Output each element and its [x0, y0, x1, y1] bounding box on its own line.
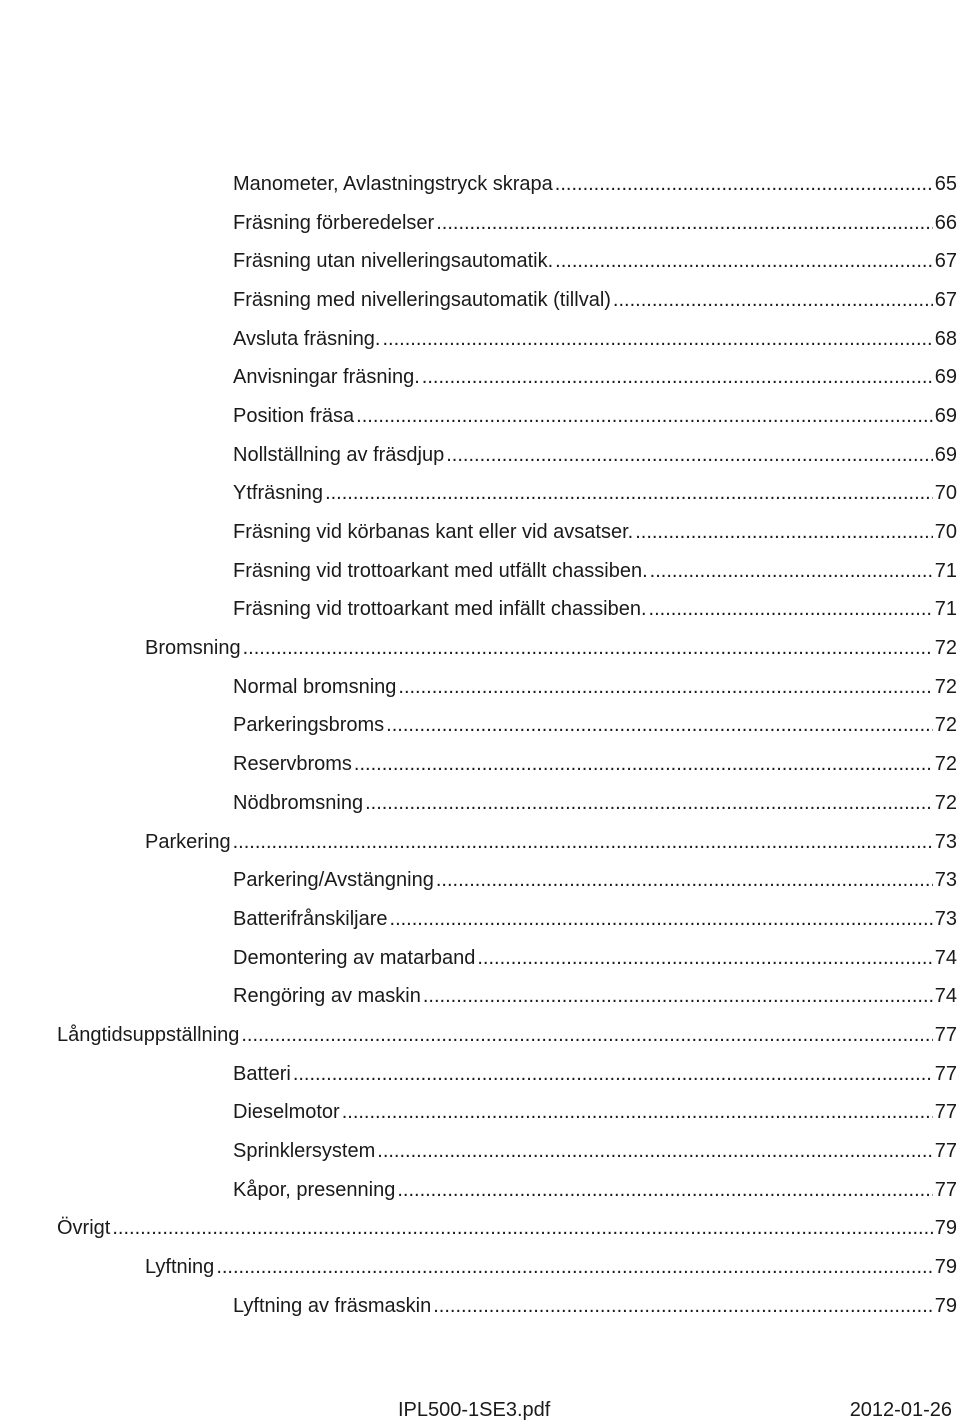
- toc-entry-page-number: 73: [934, 830, 957, 853]
- toc-entry-page-number: 67: [934, 250, 957, 273]
- toc-entry-page-number: 73: [934, 869, 957, 892]
- toc-entry[interactable]: [0, 1248, 960, 1287]
- toc-dot-leader: [436, 212, 933, 235]
- toc-entry-page-number: 71: [934, 598, 957, 621]
- toc-entry[interactable]: [0, 397, 960, 436]
- toc-dot-leader: [477, 947, 932, 970]
- toc-entry-page-number: 74: [934, 946, 957, 969]
- toc-dot-leader: [383, 328, 933, 351]
- toc-entry-title: Övrigt: [57, 1217, 111, 1240]
- toc-entry[interactable]: [0, 900, 960, 939]
- toc-entry[interactable]: [0, 475, 960, 514]
- toc-dot-leader: [436, 869, 933, 892]
- toc-dot-leader: [356, 405, 933, 428]
- toc-entry-title: Batterifrånskiljare: [233, 907, 388, 930]
- toc-dot-leader: [555, 250, 933, 273]
- toc-entry-title: Fräsning förberedelser: [233, 211, 435, 234]
- toc-entry-page-number: 69: [934, 404, 957, 427]
- toc-entry-title: Långtidsuppställning: [57, 1023, 240, 1046]
- toc-entry[interactable]: [0, 707, 960, 746]
- toc-entry-title: Fräsning vid trottoarkant med utfällt chassiben.: [233, 559, 648, 582]
- toc-entry-title: Reservbroms: [233, 753, 352, 776]
- toc-entry[interactable]: [0, 242, 960, 281]
- toc-entry-page-number: 79: [934, 1256, 957, 1279]
- toc-entry-page-number: 77: [934, 1062, 957, 1085]
- toc-entry-title: Lyftning av fräsmaskin: [233, 1294, 432, 1317]
- toc-entry-title: Ytfräsning: [233, 482, 324, 505]
- toc-dot-leader: [365, 792, 933, 815]
- toc-dot-leader: [635, 521, 933, 544]
- toc-dot-leader: [649, 598, 933, 621]
- toc-entry[interactable]: [0, 1055, 960, 1094]
- page-footer: [0, 1397, 960, 1425]
- toc-entry[interactable]: [0, 436, 960, 475]
- toc-entry-title: Bromsning: [145, 637, 241, 660]
- toc-dot-leader: [397, 1179, 932, 1202]
- toc-entry[interactable]: [0, 668, 960, 707]
- toc-entry-title: Position fräsa: [233, 404, 355, 427]
- toc-entry[interactable]: [0, 513, 960, 552]
- toc-entry[interactable]: [0, 823, 960, 862]
- toc-entry-page-number: 70: [934, 482, 957, 505]
- toc-dot-leader: [325, 482, 933, 505]
- toc-entry[interactable]: [0, 358, 960, 397]
- toc-dot-leader: [433, 1295, 933, 1318]
- toc-entry-page-number: 72: [934, 791, 957, 814]
- toc-entry[interactable]: [0, 977, 960, 1016]
- toc-entry-page-number: 71: [934, 559, 957, 582]
- toc-entry[interactable]: [0, 165, 960, 204]
- toc-entry-title: Fräsning med nivelleringsautomatik (tillval): [233, 288, 611, 311]
- toc-entry[interactable]: [0, 939, 960, 978]
- toc-dot-leader: [112, 1217, 932, 1240]
- toc-entry-title: Demontering av matarband: [233, 946, 476, 969]
- toc-entry-title: Rengöring av maskin: [233, 985, 421, 1008]
- toc-entry-page-number: 73: [934, 907, 957, 930]
- toc-dot-leader: [342, 1101, 933, 1124]
- toc-entry[interactable]: [0, 1132, 960, 1171]
- toc-dot-leader: [293, 1063, 933, 1086]
- toc-entry-title: Nollställning av fräsdjup: [233, 443, 445, 466]
- toc-entry-page-number: 69: [934, 366, 957, 389]
- toc-dot-leader: [650, 560, 933, 583]
- toc-dot-leader: [398, 676, 932, 699]
- toc-entry-title: Dieselmotor: [233, 1101, 340, 1124]
- toc-entry-page-number: 66: [934, 211, 957, 234]
- toc-entry-title: Sprinklersystem: [233, 1140, 376, 1163]
- toc-dot-leader: [446, 444, 933, 467]
- toc-entry-page-number: 68: [934, 327, 957, 350]
- toc-entry-page-number: 77: [934, 1101, 957, 1124]
- toc-entry-page-number: 67: [934, 288, 957, 311]
- toc-entry-title: Batteri: [233, 1062, 291, 1085]
- toc-dot-leader: [422, 366, 933, 389]
- toc-entry-title: Normal bromsning: [233, 675, 397, 698]
- table-of-contents: [0, 165, 960, 1326]
- toc-entry-title: Nödbromsning: [233, 791, 364, 814]
- toc-entry[interactable]: [0, 629, 960, 668]
- toc-dot-leader: [241, 1024, 932, 1047]
- toc-entry-title: Fräsning utan nivelleringsautomatik.: [233, 250, 554, 273]
- toc-entry[interactable]: [0, 1210, 960, 1249]
- toc-entry-page-number: 70: [934, 521, 957, 544]
- toc-entry-page-number: 69: [934, 443, 957, 466]
- toc-entry[interactable]: [0, 1287, 960, 1326]
- toc-entry-page-number: 72: [934, 675, 957, 698]
- toc-entry-title: Manometer, Avlastningstryck skrapa: [233, 172, 553, 195]
- toc-entry-page-number: 72: [934, 637, 957, 660]
- toc-entry[interactable]: [0, 204, 960, 243]
- toc-entry-page-number: 77: [934, 1178, 957, 1201]
- toc-entry[interactable]: [0, 784, 960, 823]
- toc-entry[interactable]: [0, 745, 960, 784]
- toc-entry[interactable]: [0, 281, 960, 320]
- toc-dot-leader: [555, 173, 933, 196]
- toc-entry[interactable]: [0, 552, 960, 591]
- toc-entry-page-number: 72: [934, 753, 957, 776]
- toc-entry-page-number: 72: [934, 714, 957, 737]
- toc-entry[interactable]: [0, 861, 960, 900]
- toc-entry-title: Anvisningar fräsning.: [233, 366, 420, 389]
- toc-dot-leader: [390, 908, 933, 931]
- toc-dot-leader: [216, 1256, 932, 1279]
- toc-dot-leader: [243, 637, 933, 660]
- toc-entry[interactable]: [0, 320, 960, 359]
- toc-entry-page-number: 77: [934, 1023, 957, 1046]
- footer-date: 2012-01-26: [849, 1399, 952, 1421]
- toc-entry-page-number: 74: [934, 985, 957, 1008]
- toc-entry-title: Parkering/Avstängning: [233, 869, 434, 892]
- toc-entry-title: Fräsning vid trottoarkant med infällt chassiben.: [233, 598, 647, 621]
- toc-dot-leader: [377, 1140, 932, 1163]
- toc-dot-leader: [386, 714, 933, 737]
- toc-entry-page-number: 79: [934, 1217, 957, 1240]
- toc-dot-leader: [613, 289, 933, 312]
- toc-entry[interactable]: [0, 591, 960, 630]
- toc-entry-title: Parkeringsbroms: [233, 714, 385, 737]
- toc-entry-page-number: 65: [934, 172, 957, 195]
- toc-entry-page-number: 77: [934, 1140, 957, 1163]
- toc-entry[interactable]: [0, 1094, 960, 1133]
- toc-entry[interactable]: [0, 1016, 960, 1055]
- toc-entry-title: Lyftning: [145, 1256, 215, 1279]
- toc-dot-leader: [354, 753, 933, 776]
- toc-dot-leader: [233, 831, 933, 854]
- toc-dot-leader: [423, 985, 933, 1008]
- toc-entry[interactable]: [0, 1171, 960, 1210]
- toc-entry-page-number: 79: [934, 1294, 957, 1317]
- toc-entry-title: Kåpor, presenning: [233, 1178, 396, 1201]
- toc-entry-title: Parkering: [145, 830, 231, 853]
- toc-entry-title: Fräsning vid körbanas kant eller vid avsatser.: [233, 521, 634, 544]
- footer-filename: IPL500-1SE3.pdf: [398, 1399, 551, 1421]
- toc-entry-title: Avsluta fräsning.: [233, 327, 381, 350]
